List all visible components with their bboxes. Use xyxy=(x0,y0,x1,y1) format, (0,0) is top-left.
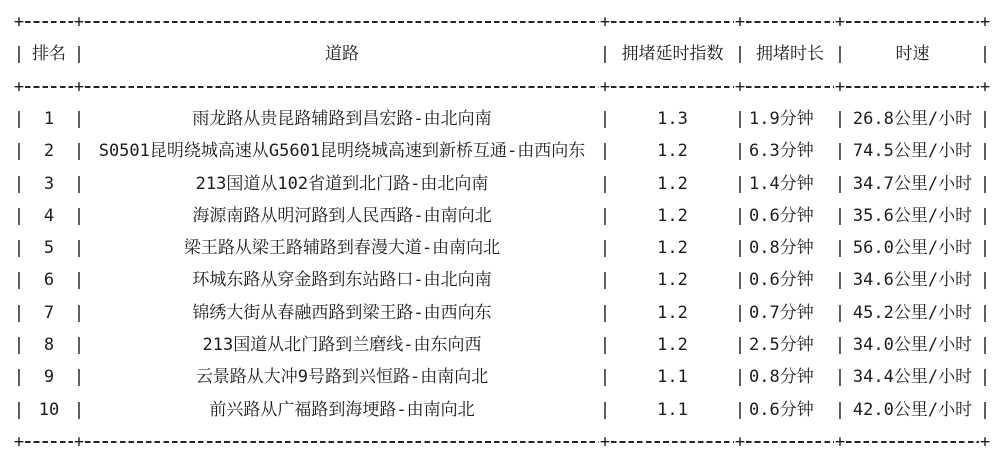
vertical-border: | xyxy=(834,335,846,355)
vertical-border: | xyxy=(13,238,25,259)
vertical-border: | xyxy=(834,367,846,388)
vertical-border: | xyxy=(834,44,846,65)
cell-road: 213国道从北门路到兰磨线-由东向西 xyxy=(202,335,482,355)
table-border-line xyxy=(0,6,1004,38)
border-corner-plus: + xyxy=(734,76,746,97)
border-corner-plus: + xyxy=(599,76,611,97)
table-row xyxy=(0,297,1004,329)
vertical-border: | xyxy=(73,335,85,355)
vertical-border: | xyxy=(599,270,611,291)
vertical-border: | xyxy=(73,238,85,259)
vertical-border: | xyxy=(73,270,85,291)
border-corner-plus: + xyxy=(834,12,846,32)
vertical-border: | xyxy=(13,44,25,65)
border-corner-plus: + xyxy=(73,431,85,452)
border-corner-plus: + xyxy=(734,12,746,32)
cell-delay-index: 1.2 xyxy=(657,205,688,226)
cell-speed: 35.6公里/小时 xyxy=(852,205,973,226)
cell-speed: 45.2公里/小时 xyxy=(852,302,973,323)
cell-rank: 3 xyxy=(43,173,55,194)
horizontal-border xyxy=(25,86,73,88)
table-row xyxy=(0,394,1004,426)
vertical-border: | xyxy=(734,302,746,323)
vertical-border: | xyxy=(834,173,846,194)
cell-delay-index: 1.3 xyxy=(657,108,688,129)
vertical-border: | xyxy=(73,399,85,420)
vertical-border: | xyxy=(73,44,85,65)
table-row xyxy=(0,232,1004,264)
vertical-border: | xyxy=(834,270,846,291)
horizontal-border xyxy=(746,441,834,443)
cell-delay-index: 1.2 xyxy=(657,302,688,323)
vertical-border: | xyxy=(599,238,611,259)
vertical-border: | xyxy=(734,141,746,162)
cell-delay-index: 1.1 xyxy=(657,399,688,420)
horizontal-border xyxy=(846,86,979,88)
cell-duration: 0.7分钟 xyxy=(749,302,814,323)
vertical-border: | xyxy=(13,108,25,129)
cell-delay-index: 1.2 xyxy=(657,141,688,162)
vertical-border: | xyxy=(13,141,25,162)
horizontal-border xyxy=(746,21,834,23)
vertical-border: | xyxy=(599,141,611,162)
horizontal-border xyxy=(85,86,599,88)
table-border-line xyxy=(0,71,1004,103)
cell-delay-index: 1.2 xyxy=(657,173,688,194)
table-row xyxy=(0,200,1004,232)
vertical-border: | xyxy=(73,108,85,129)
border-corner-plus: + xyxy=(13,431,25,452)
header-delay-index: 拥堵延时指数 xyxy=(621,44,724,65)
vertical-border: | xyxy=(979,270,991,291)
vertical-border: | xyxy=(734,44,746,65)
cell-delay-index: 1.1 xyxy=(657,367,688,388)
border-corner-plus: + xyxy=(13,76,25,97)
vertical-border: | xyxy=(13,399,25,420)
vertical-border: | xyxy=(979,238,991,259)
vertical-border: | xyxy=(13,302,25,323)
cell-speed: 34.6公里/小时 xyxy=(852,270,973,291)
vertical-border: | xyxy=(734,399,746,420)
vertical-border: | xyxy=(979,367,991,388)
vertical-border: | xyxy=(13,205,25,226)
cell-speed: 74.5公里/小时 xyxy=(852,141,973,162)
vertical-border: | xyxy=(599,205,611,226)
horizontal-border xyxy=(611,441,734,443)
border-corner-plus: + xyxy=(979,76,991,97)
cell-duration: 6.3分钟 xyxy=(749,141,814,162)
horizontal-border xyxy=(846,441,979,443)
vertical-border: | xyxy=(599,302,611,323)
table-header-row xyxy=(0,38,1004,70)
cell-delay-index: 1.2 xyxy=(657,238,688,259)
vertical-border: | xyxy=(979,141,991,162)
vertical-border: | xyxy=(834,302,846,323)
cell-road: 云景路从大冲9号路到兴恒路-由南向北 xyxy=(195,367,489,388)
border-corner-plus: + xyxy=(599,12,611,32)
cell-delay-index: 1.2 xyxy=(657,270,688,291)
vertical-border: | xyxy=(73,141,85,162)
cell-road: 锦绣大街从春融西路到梁王路-由西向东 xyxy=(192,302,492,323)
vertical-border: | xyxy=(599,367,611,388)
cell-rank: 4 xyxy=(43,205,55,226)
vertical-border: | xyxy=(734,205,746,226)
horizontal-border xyxy=(85,441,599,443)
cell-road: 海源南路从明河路到人民西路-由南向北 xyxy=(192,205,492,226)
table-row xyxy=(0,135,1004,167)
vertical-border: | xyxy=(979,173,991,194)
border-corner-plus: + xyxy=(13,12,25,32)
vertical-border: | xyxy=(834,205,846,226)
vertical-border: | xyxy=(599,399,611,420)
cell-speed: 34.4公里/小时 xyxy=(852,367,973,388)
horizontal-border xyxy=(611,86,734,88)
vertical-border: | xyxy=(13,367,25,388)
table-row xyxy=(0,329,1004,361)
cell-rank: 6 xyxy=(43,270,55,291)
vertical-border: | xyxy=(834,108,846,129)
border-corner-plus: + xyxy=(834,431,846,452)
border-corner-plus: + xyxy=(979,431,991,452)
vertical-border: | xyxy=(73,367,85,388)
cell-rank: 7 xyxy=(43,302,55,323)
cell-speed: 56.0公里/小时 xyxy=(852,238,973,259)
vertical-border: | xyxy=(13,335,25,355)
horizontal-border xyxy=(846,21,979,23)
border-corner-plus: + xyxy=(834,76,846,97)
vertical-border: | xyxy=(734,173,746,194)
header-duration: 拥堵时长 xyxy=(756,44,824,65)
cell-road: 前兴路从广福路到海埂路-由南向北 xyxy=(209,399,475,420)
cell-duration: 0.8分钟 xyxy=(749,238,814,259)
cell-road: 213国道从102省道到北门路-由北向南 xyxy=(195,173,489,194)
cell-road: 梁王路从梁王路辅路到春漫大道-由南向北 xyxy=(183,238,501,259)
cell-rank: 1 xyxy=(43,108,55,129)
cell-delay-index: 1.2 xyxy=(657,335,688,355)
border-corner-plus: + xyxy=(979,12,991,32)
table-row xyxy=(0,361,1004,393)
vertical-border: | xyxy=(834,141,846,162)
vertical-border: | xyxy=(834,238,846,259)
cell-duration: 1.9分钟 xyxy=(749,108,814,129)
vertical-border: | xyxy=(979,302,991,323)
vertical-border: | xyxy=(979,44,991,65)
header-road: 道路 xyxy=(325,44,359,65)
horizontal-border xyxy=(611,21,734,23)
header-rank: 排名 xyxy=(32,44,66,65)
vertical-border: | xyxy=(599,335,611,355)
border-corner-plus: + xyxy=(73,76,85,97)
vertical-border: | xyxy=(834,399,846,420)
horizontal-border xyxy=(746,86,834,88)
cell-rank: 5 xyxy=(43,238,55,259)
cell-duration: 0.6分钟 xyxy=(749,399,814,420)
header-speed: 时速 xyxy=(895,44,930,65)
cell-rank: 9 xyxy=(43,367,55,388)
vertical-border: | xyxy=(734,335,746,355)
vertical-border: | xyxy=(599,173,611,194)
vertical-border: | xyxy=(734,108,746,129)
cell-road: 环城东路从穿金路到东站路口-由北向南 xyxy=(192,270,492,291)
cell-duration: 2.5分钟 xyxy=(749,335,814,355)
border-corner-plus: + xyxy=(599,431,611,452)
vertical-border: | xyxy=(73,205,85,226)
cell-duration: 1.4分钟 xyxy=(749,173,814,194)
vertical-border: | xyxy=(979,205,991,226)
cell-rank: 2 xyxy=(43,141,55,162)
cell-duration: 0.6分钟 xyxy=(749,205,814,226)
cell-duration: 0.6分钟 xyxy=(749,270,814,291)
vertical-border: | xyxy=(979,108,991,129)
vertical-border: | xyxy=(599,44,611,65)
vertical-border: | xyxy=(13,173,25,194)
cell-duration: 0.8分钟 xyxy=(749,367,814,388)
vertical-border: | xyxy=(73,173,85,194)
table-row xyxy=(0,103,1004,135)
vertical-border: | xyxy=(734,270,746,291)
cell-road: S0501昆明绕城高速从G5601昆明绕城高速到新桥互通-由西向东 xyxy=(98,141,586,162)
horizontal-border xyxy=(85,21,599,23)
cell-rank: 10 xyxy=(38,399,60,420)
vertical-border: | xyxy=(979,399,991,420)
vertical-border: | xyxy=(73,302,85,323)
cell-speed: 34.0公里/小时 xyxy=(852,335,973,355)
cell-road: 雨龙路从贵昆路辅路到昌宏路-由北向南 xyxy=(192,108,492,129)
cell-speed: 26.8公里/小时 xyxy=(852,108,973,129)
border-corner-plus: + xyxy=(734,431,746,452)
table-border-line xyxy=(0,426,1004,458)
border-corner-plus: + xyxy=(73,12,85,32)
vertical-border: | xyxy=(734,238,746,259)
vertical-border: | xyxy=(734,367,746,388)
vertical-border: | xyxy=(599,108,611,129)
cell-rank: 8 xyxy=(43,335,55,355)
vertical-border: | xyxy=(979,335,991,355)
vertical-border: | xyxy=(13,270,25,291)
table-row xyxy=(0,168,1004,200)
cell-speed: 42.0公里/小时 xyxy=(852,399,973,420)
horizontal-border xyxy=(25,21,73,23)
horizontal-border xyxy=(25,441,73,443)
cell-speed: 34.7公里/小时 xyxy=(852,173,973,194)
table-row xyxy=(0,264,1004,296)
